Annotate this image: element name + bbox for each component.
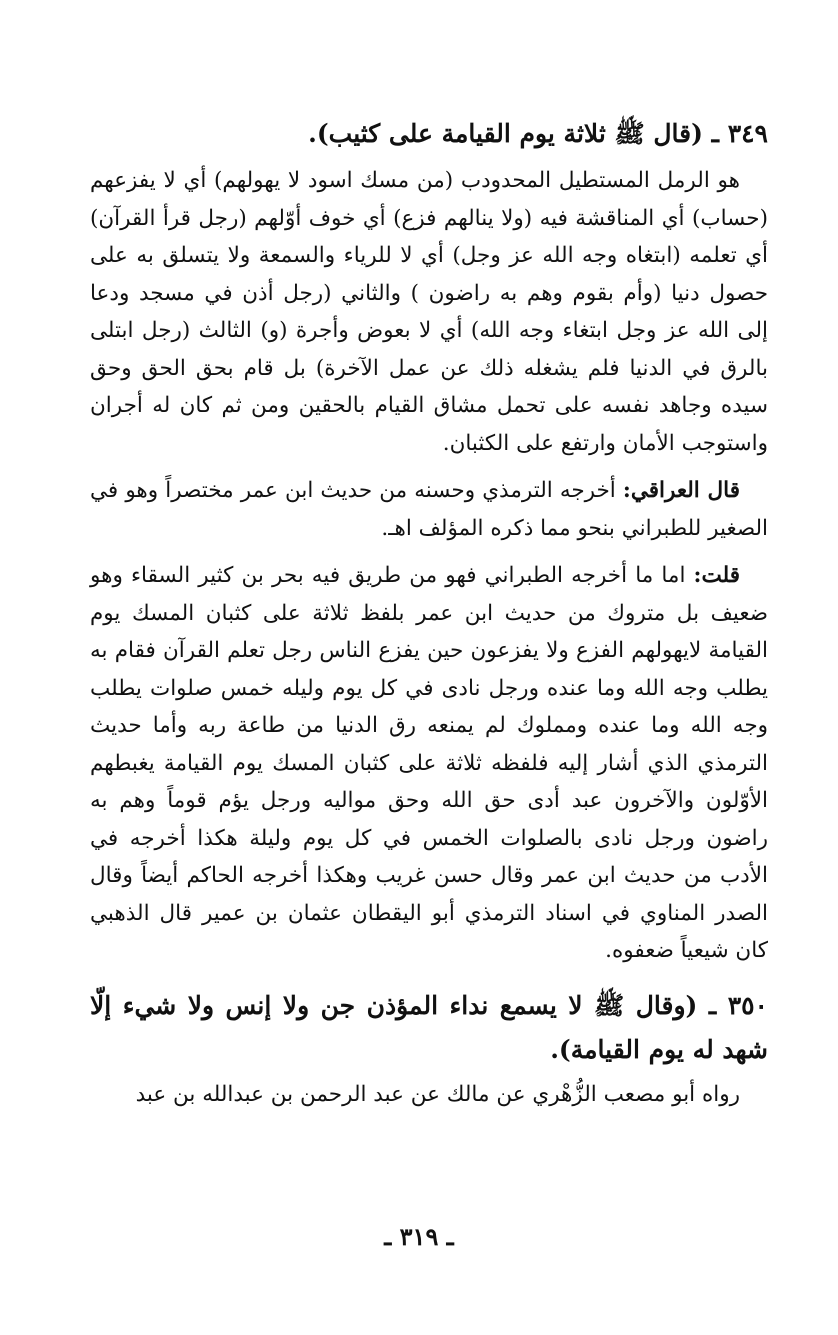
qultu-text: اما ما أخرجه الطبراني فهو من طريق فيه بحر بن كثير السقاء وهو ضعيف بل متروك من حديث ابن عمر بلفظ ثلاثة على كثبان المسك يوم القيامة لايهولهم الفزع ولا يفزعون حين يفزع الناس رجل تعلم القرآن فقام به يطلب وجه الله وما عنده ورجل نادى في كل يوم وليله خمس صلوات يطلب وجه الله وما عنده ومملوك لم يمنعه رق الدنيا من طاعة ربه وأما حديث الترمذي الذي أشار إليه فلفظه ثلاثة على كثبان المسك يوم القيامة يغبطهم الأوّلون والآخرون عبد أدى حق الله وحق مواليه ورجل يؤم قوماً وهم به راضون ورجل نادى بالصلوات الخمس في كل يوم وليلة هكذا أخرجه في الأدب من حديث ابن عمر وقال حسن غريب وهكذا أخرجه الحاكم أيضاً وقال الصدر المناوي في اسناد الترمذي أبو اليقطان عثمان بن عمير قال الذهبي كان شيعياً ضعفوه.	[90, 563, 768, 963]
commentary-paragraph: هو الرمل المستطيل المحدودب (من مسك اسود لا يهولهم) أي لا يفزعهم (حساب) أي المناقشة فيه (ولا ينالهم فزع) أي خوف أوّلهم (رجل قرأ القرآن) أي تعلمه (ابتغاه وجه الله عز وجل) أي لا للرياء والسمعة ولا يتسلق به على حصول دنيا (وأم بقوم وهم به راضون ) والثاني (رجل أذن في مسجد ودعا إلى الله عز وجل ابتغاء وجه الله) أي لا بعوض وأجرة (و) الثالث (رجل ابتلى بالرق في الدنيا فلم يشغله ذلك عن عمل الآخرة) بل قام بحق الحق وحق سيده وجاهد نفسه على تحمل مشاق القيام بالحقين ومن ثم كان له أجران واستوجب الأمان وارتفع على الكثبان.	[90, 168, 768, 456]
iraqi-lead: قال العراقي:	[622, 478, 740, 503]
hadith-heading-349	[90, 112, 768, 156]
hadith-heading-350	[90, 984, 768, 1072]
narration-paragraph: رواه أبو مصعب الزُّهْري عن مالك عن عبد الرحمن بن عبدالله بن عبد	[135, 1081, 740, 1107]
qultu-lead: قلت:	[693, 563, 740, 588]
iraqi-paragraph	[90, 472, 768, 547]
page-number: ـ ٣١٩ ـ	[384, 1222, 454, 1251]
hadith-number: ٣٥٠ ـ	[708, 990, 768, 1020]
hadith-text: (وقال ﷺ لا يسمع نداء المؤذن جن ولا إنس ولا شيء إلّا شهد له يوم القيامة).	[90, 990, 768, 1064]
iraqi-text: أخرجه الترمذي وحسنه من حديث ابن عمر مختصراً وهو في الصغير للطبراني بنحو مما ذكره المؤلف اهـ.	[90, 478, 768, 541]
hadith-number: ٣٤٩ ـ	[711, 119, 768, 148]
hadith-text: (قال ﷺ ثلاثة يوم القيامة على كثيب).	[308, 119, 703, 148]
qultu-paragraph	[90, 557, 768, 970]
